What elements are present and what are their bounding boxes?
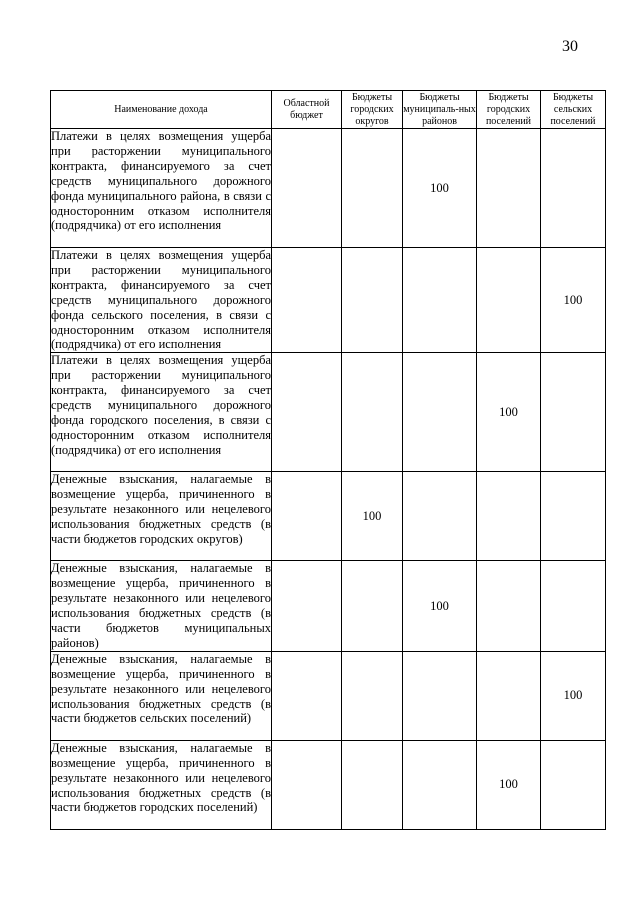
header-urban-settlements: Бюджеты городских поселений xyxy=(477,91,541,129)
table-row xyxy=(51,129,606,248)
urban-settlements-cell: 100 xyxy=(477,740,541,829)
urban-settlements-cell xyxy=(477,561,541,651)
income-name-cell: Денежные взыскания, налагаемые в возмещение ущерба, причиненного в результате незаконного или нецелевого использования бюджетных средств (в части бюджетов муниципальных районов) xyxy=(51,561,271,650)
income-name-cell: Платежи в целях возмещения ущерба при расторжении муниципального контракта, финансируемого за счет средств муниципального дорожного фонда городского поселения, в связи с односторонним отказом исполнителя (подрядчика) от его исполнения xyxy=(51,353,272,472)
table-row xyxy=(51,651,606,740)
rural-settlements-cell: 100 xyxy=(541,651,606,740)
income-name-cell: Денежные взыскания, налагаемые в возмещение ущерба, причиненного в результате незаконного или нецелевого использования бюджетных средств (в части бюджетов городских округов) xyxy=(51,472,272,561)
municipal-districts-cell xyxy=(403,651,477,740)
header-rural-settlements: Бюджеты сельских поселений xyxy=(541,91,606,129)
municipal-districts-cell: 100 xyxy=(403,129,477,248)
urban-settlements-cell xyxy=(477,129,541,248)
header-regional-budget: Областной бюджет xyxy=(272,91,342,129)
city-districts-cell xyxy=(342,129,403,248)
table-header-row xyxy=(51,91,606,129)
regional-cell xyxy=(272,248,342,353)
rural-settlements-cell xyxy=(541,472,606,561)
regional-cell xyxy=(272,129,342,248)
regional-cell xyxy=(272,353,342,472)
city-districts-cell xyxy=(342,651,403,740)
city-districts-cell: 100 xyxy=(342,472,403,561)
table-row xyxy=(51,561,606,651)
header-income-name: Наименование дохода xyxy=(51,91,272,129)
rural-settlements-cell xyxy=(541,561,606,651)
regional-cell xyxy=(272,561,342,651)
municipal-districts-cell xyxy=(403,353,477,472)
table-row xyxy=(51,740,606,829)
rural-settlements-cell: 100 xyxy=(541,248,606,353)
rural-settlements-cell xyxy=(541,129,606,248)
city-districts-cell xyxy=(342,740,403,829)
municipal-districts-cell xyxy=(403,740,477,829)
table-row xyxy=(51,248,606,353)
income-name-cell: Денежные взыскания, налагаемые в возмещение ущерба, причиненного в результате незаконного или нецелевого использования бюджетных средств (в части бюджетов сельских поселений) xyxy=(51,651,272,740)
table-row xyxy=(51,472,606,561)
header-municipal-districts: Бюджеты муниципаль-ных районов xyxy=(403,91,476,127)
header-city-districts: Бюджеты городских округов xyxy=(342,91,403,129)
urban-settlements-cell xyxy=(477,651,541,740)
city-districts-cell xyxy=(342,561,403,651)
urban-settlements-cell xyxy=(477,248,541,353)
income-name-cell: Денежные взыскания, налагаемые в возмещение ущерба, причиненного в результате незаконного или нецелевого использования бюджетных средств (в части бюджетов городских поселений) xyxy=(51,740,272,829)
regional-cell xyxy=(272,651,342,740)
rural-settlements-cell xyxy=(541,740,606,829)
municipal-districts-cell xyxy=(403,472,477,561)
page-number: 30 xyxy=(562,38,578,55)
rural-settlements-cell xyxy=(541,353,606,472)
table-row xyxy=(51,353,606,472)
income-name-cell: Платежи в целях возмещения ущерба при расторжении муниципального контракта, финансируемого за счет средств муниципального дорожного фонда сельского поселения, в связи с односторонним отказом исполнителя (подрядчика) от его исполнения xyxy=(51,248,271,352)
municipal-districts-cell xyxy=(403,248,477,353)
urban-settlements-cell xyxy=(477,472,541,561)
urban-settlements-cell: 100 xyxy=(477,353,541,472)
municipal-districts-cell: 100 xyxy=(403,561,477,651)
city-districts-cell xyxy=(342,353,403,472)
income-name-cell: Платежи в целях возмещения ущерба при расторжении муниципального контракта, финансируемого за счет средств муниципального дорожного фонда муниципального района, в связи с односторонним отказом исполнителя (подрядчика) от его исполнения xyxy=(51,129,272,248)
regional-cell xyxy=(272,472,342,561)
city-districts-cell xyxy=(342,248,403,353)
revenue-distribution-table xyxy=(50,90,606,830)
regional-cell xyxy=(272,740,342,829)
